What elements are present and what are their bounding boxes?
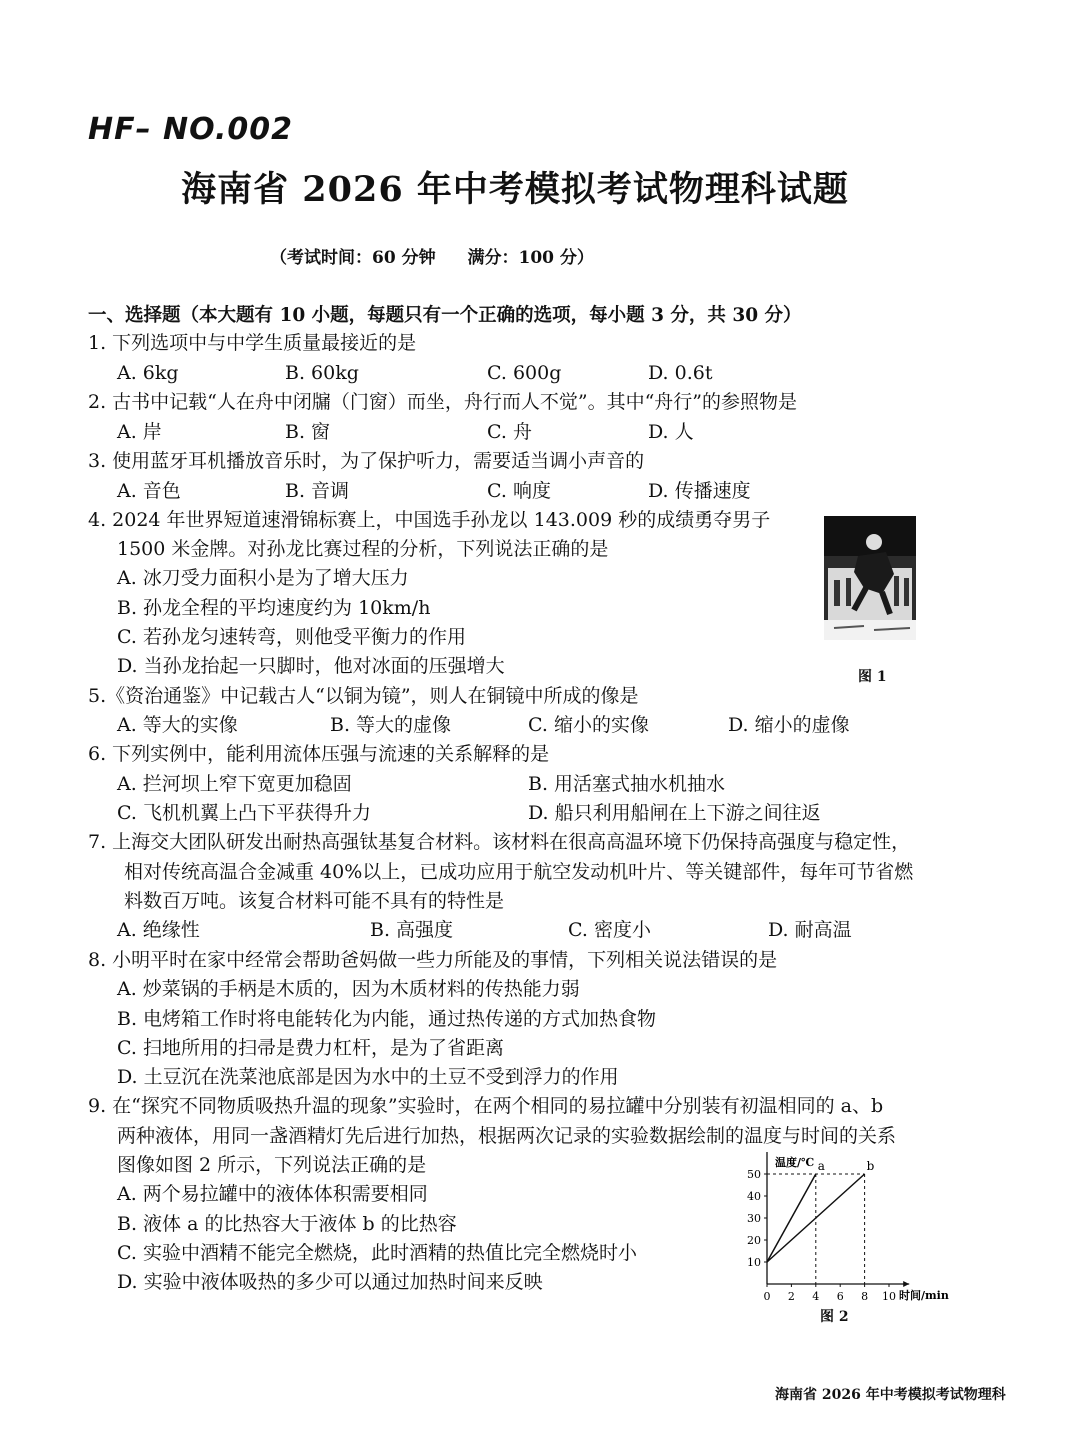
question-option: D. 土豆沉在洗菜池底部是因为水中的土豆不受到浮力的作用 [117, 1066, 619, 1088]
figure-1-caption: 图 1 [858, 669, 887, 685]
question-stem: 5.《资治通鉴》中记载古人“以铜为镜”，则人在铜镜中所成的像是 [88, 685, 639, 707]
question-option: C. 实验中酒精不能完全燃烧，此时酒精的热值比完全燃烧时小 [117, 1242, 637, 1264]
question-stem: 1500 米金牌。对孙龙比赛过程的分析，下列说法正确的是 [117, 538, 609, 560]
question-option: A. 炒菜锅的手柄是木质的，因为木质材料的传热能力弱 [117, 978, 580, 1000]
question-option: B. 窗 [285, 421, 331, 443]
question-stem: 2. 古书中记载“人在舟中闭牖（门窗）而坐，舟行而人不觉”。其中“舟行”的参照物是 [88, 391, 798, 413]
question-option: D. 实验中液体吸热的多少可以通过加热时间来反映 [117, 1271, 543, 1293]
question-option: B. 用活塞式抽水机抽水 [528, 773, 726, 795]
question-option: B. 等大的虚像 [330, 714, 452, 736]
question-option: B. 音调 [285, 480, 350, 502]
question-option: C. 密度小 [568, 919, 651, 941]
question-stem: 两种液体，用同一盏酒精灯先后进行加热，根据两次记录的实验数据绘制的温度与时间的关系 [117, 1125, 897, 1147]
question-stem: 料数百万吨。该复合材料可能不具有的特性是 [124, 890, 505, 912]
temperature-time-graph [735, 1152, 965, 1312]
question-option: B. 电烤箱工作时将电能转化为内能，通过热传递的方式加热食物 [117, 1008, 657, 1030]
series-label-a: a [817, 1159, 825, 1173]
x-tick-label: 0 [763, 1290, 771, 1303]
section-heading: 一、选择题（本大题有 10 小题，每题只有一个正确的选项，每小题 3 分，共 30 分） [88, 305, 802, 326]
x-tick-label: 4 [812, 1290, 820, 1303]
question-option: C. 若孙龙匀速转弯，则他受平衡力的作用 [117, 626, 466, 648]
question-option: B. 孙龙全程的平均速度约为 10km/h [117, 597, 431, 619]
question-option: C. 舟 [487, 421, 532, 443]
question-option: A. 冰刀受力面积小是为了增大压力 [117, 567, 409, 589]
question-stem: 图像如图 2 所示，下列说法正确的是 [117, 1154, 427, 1176]
question-stem: 4. 2024 年世界短道速滑锦标赛上，中国选手孙龙以 143.009 秒的成绩勇夺男子 [88, 509, 771, 531]
question-option: A. 6kg [117, 362, 179, 384]
y-tick-label: 20 [747, 1234, 761, 1247]
question-option: C. 响度 [487, 480, 551, 502]
page-footer: 海南省 2026 年中考模拟考试物理科 [775, 1387, 1006, 1403]
question-stem: 9. 在“探究不同物质吸热升温的现象”实验时，在两个相同的易拉罐中分别装有初温相同的 a、b [88, 1095, 884, 1117]
question-option: A. 绝缘性 [117, 919, 200, 941]
y-tick-label: 50 [747, 1168, 761, 1181]
question-option: D. 人 [648, 421, 694, 443]
question-option: D. 传播速度 [648, 480, 751, 502]
y-tick-label: 30 [747, 1212, 761, 1225]
graph-series [767, 1159, 875, 1284]
exam-score: 满分：100 分） [467, 248, 594, 268]
question-option: A. 等大的实像 [117, 714, 238, 736]
question-option: C. 飞机机翼上凸下平获得升力 [117, 802, 371, 824]
y-axis-label: 温度/℃ [775, 1156, 815, 1169]
x-axis-arrow [903, 1281, 909, 1287]
question-option: D. 耐高温 [768, 919, 852, 941]
question-option: A. 两个易拉罐中的液体体积需要相同 [117, 1183, 428, 1205]
page-title: 海南省 2026 年中考模拟考试物理科试题 [181, 169, 849, 210]
graph-axes [764, 1152, 909, 1287]
question-option: A. 岸 [117, 421, 162, 443]
skater-photo [824, 516, 916, 640]
question-option: B. 高强度 [370, 919, 454, 941]
document-code: HF– NO.002 [88, 112, 294, 147]
question-option: D. 0.6t [648, 362, 713, 384]
question-option: D. 当孙龙抬起一只脚时，他对冰面的压强增大 [117, 655, 505, 677]
figure-2-caption: 图 2 [820, 1309, 849, 1325]
question-option: C. 缩小的实像 [528, 714, 649, 736]
x-axis-label: 时间/min [899, 1289, 949, 1302]
x-tick-label: 6 [836, 1290, 844, 1303]
x-tick-label: 8 [861, 1290, 869, 1303]
question-option: A. 拦河坝上窄下宽更加稳固 [117, 773, 352, 795]
series-label-b: b [866, 1159, 875, 1173]
question-option: A. 音色 [117, 480, 181, 502]
question-stem: 1. 下列选项中与中学生质量最接近的是 [88, 332, 417, 354]
question-option: C. 600g [487, 362, 562, 384]
question-option: D. 船只利用船闸在上下游之间往返 [528, 802, 821, 824]
question-option: D. 缩小的虚像 [728, 714, 850, 736]
y-tick-label: 40 [747, 1190, 761, 1203]
question-option: B. 液体 a 的比热容大于液体 b 的比热容 [117, 1213, 457, 1235]
x-tick-label: 2 [787, 1290, 795, 1303]
question-stem: 3. 使用蓝牙耳机播放音乐时，为了保护听力，需要适当调小声音的 [88, 450, 645, 472]
series-line-a [767, 1174, 816, 1262]
question-option: C. 扫地所用的扫帚是费力杠杆，是为了省距离 [117, 1037, 504, 1059]
question-stem: 7. 上海交大团队研发出耐热高强钛基复合材料。该材料在很高高温环境下仍保持高强度与稳定性， [88, 831, 911, 853]
x-tick-label: 10 [882, 1290, 896, 1303]
question-stem: 8. 小明平时在家中经常会帮助爸妈做一些力所能及的事情，下列相关说法错误的是 [88, 949, 778, 971]
question-stem: 相对传统高温合金减重 40%以上，已成功应用于航空发动机叶片、等关键部件，每年可节省燃 [124, 861, 914, 883]
exam-time: （考试时间：60 分钟 [270, 248, 436, 268]
question-stem: 6. 下列实例中，能利用流体压强与流速的关系解释的是 [88, 743, 550, 765]
exam-info [270, 243, 594, 268]
y-tick-label: 10 [747, 1256, 761, 1269]
graph-ticks [747, 1168, 896, 1303]
question-option: B. 60kg [285, 362, 359, 384]
